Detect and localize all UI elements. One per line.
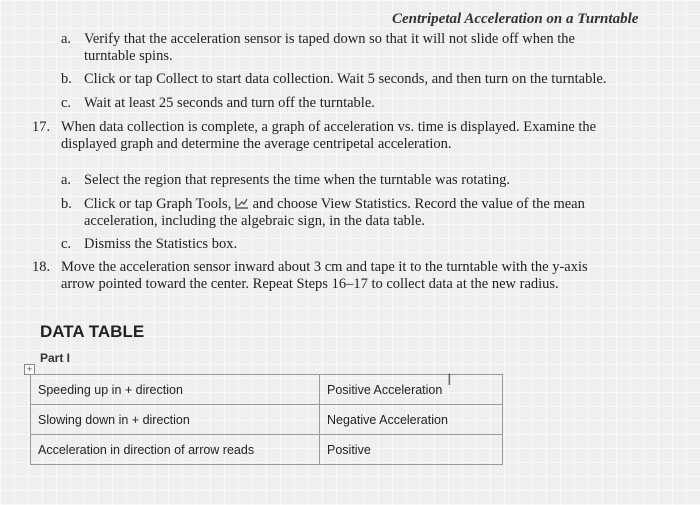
data-table-title: DATA TABLE [40, 322, 145, 341]
table-row [31, 405, 503, 435]
step-b-line: Click or tap Collect to start data collection. Wait 5 seconds, and then turn on the turntable. [84, 71, 607, 87]
table-row [31, 375, 503, 405]
step-17-line1: When data collection is complete, a graph of acceleration vs. time is displayed. Examine the [61, 119, 597, 135]
step-c-line: Wait at least 25 seconds and turn off the turntable. [84, 95, 375, 111]
page-header: Centripetal Acceleration on a Turntable [392, 11, 639, 27]
table-cell-label[interactable]: Slowing down in + direction [31, 405, 320, 435]
step-17b-line1 [84, 196, 585, 213]
step-17b-text-after: and choose View Statistics. Record the value of the mean [252, 196, 585, 212]
step-17-line2: displayed graph and determine the average centripetal acceleration. [61, 136, 452, 152]
step-17-number: 17. [32, 119, 51, 135]
step-17b-line2: acceleration, including the algebraic sign, in the data table. [84, 213, 426, 229]
step-18-line1: Move the acceleration sensor inward about 3 cm and tape it to the turntable with the y-axis [61, 259, 588, 275]
data-table [30, 374, 503, 465]
step-a-line2: turntable spins. [84, 48, 173, 64]
step-a-line1: Verify that the acceleration sensor is taped down so that it will not slide off when the [84, 31, 575, 47]
table-cell-value[interactable]: Positive Acceleration [320, 375, 503, 405]
graph-tools-icon [235, 197, 249, 209]
table-cell-label[interactable]: Acceleration in direction of arrow reads [31, 435, 320, 465]
step-17c-marker: c. [61, 236, 72, 252]
part-label: Part I [40, 351, 71, 365]
step-17a-marker: a. [61, 172, 72, 188]
step-17c-line: Dismiss the Statistics box. [84, 236, 238, 252]
step-17b-marker: b. [61, 196, 72, 212]
step-b-marker: b. [61, 71, 72, 87]
step-18-line2: arrow pointed toward the center. Repeat Steps 16–17 to collect data at the new radius. [61, 276, 559, 292]
step-c-marker: c. [61, 95, 72, 111]
step-17a-line: Select the region that represents the time when the turntable was rotating. [84, 172, 511, 188]
step-17b-text-before: Click or tap Graph Tools, [84, 196, 232, 212]
step-a-marker: a. [61, 31, 72, 47]
table-cell-value[interactable]: Positive [320, 435, 503, 465]
table-cell-label[interactable]: Speeding up in + direction [31, 375, 320, 405]
step-18-number: 18. [32, 259, 51, 275]
text-cursor-icon: Ⅰ [447, 372, 452, 389]
table-cell-value[interactable]: Negative Acceleration [320, 405, 503, 435]
plus-icon[interactable]: + [24, 364, 35, 375]
table-row [31, 435, 503, 465]
